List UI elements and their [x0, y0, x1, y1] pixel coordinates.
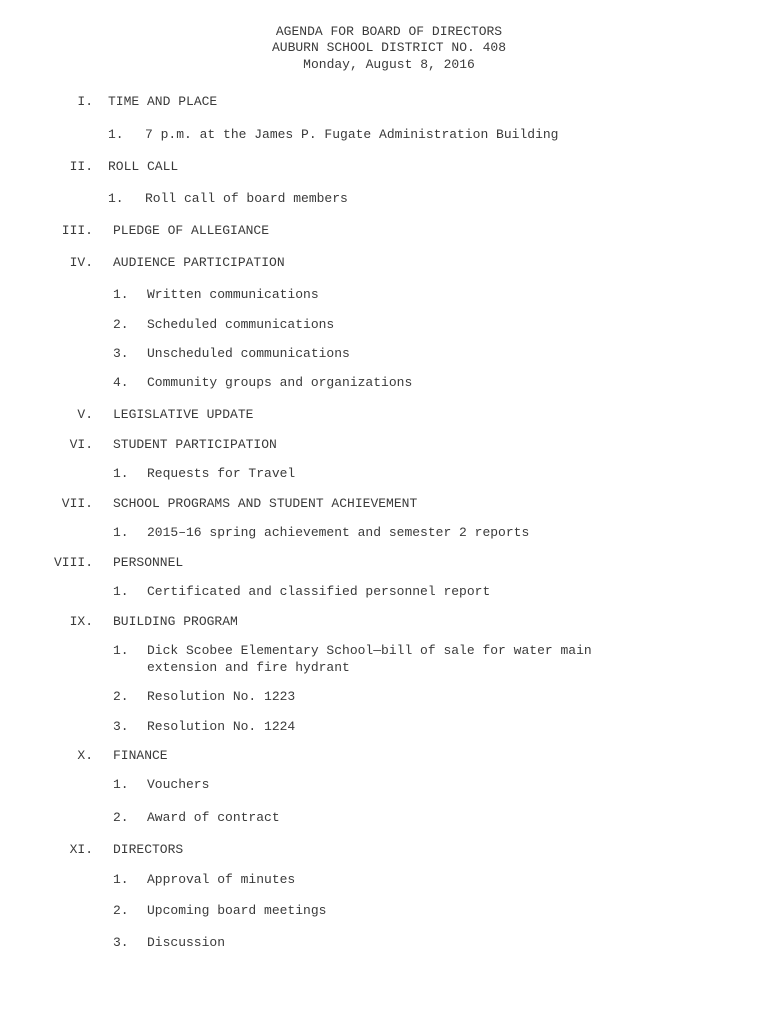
item-number: 2.: [113, 810, 129, 825]
section-number: III.: [61, 223, 93, 238]
item-text: Dick Scobee Elementary School—bill of sale for water main: [147, 643, 592, 658]
section-title: AUDIENCE PARTICIPATION: [113, 255, 285, 270]
item-number: 3.: [113, 935, 129, 950]
item-text: Resolution No. 1224: [147, 719, 296, 734]
section-number: VIII.: [53, 555, 93, 570]
section-number: V.: [77, 407, 93, 422]
agenda-title: AGENDA FOR BOARD OF DIRECTORS: [275, 24, 503, 39]
section-title: STUDENT PARTICIPATION: [113, 437, 277, 452]
item-number: 2.: [113, 689, 129, 704]
district-name: AUBURN SCHOOL DISTRICT NO. 408: [271, 40, 507, 55]
item-number: 1.: [113, 584, 129, 599]
meeting-date: Monday, August 8, 2016: [303, 57, 475, 72]
section-number: IX.: [69, 614, 93, 629]
item-text: Requests for Travel: [147, 466, 296, 481]
section-number: VII.: [61, 496, 93, 511]
section-title: PLEDGE OF ALLEGIANCE: [113, 223, 270, 238]
section-title: FINANCE: [113, 748, 168, 763]
item-text: Vouchers: [147, 777, 210, 792]
item-text: Roll call of board members: [145, 191, 348, 206]
item-number: 2.: [113, 317, 129, 332]
item-text: Community groups and organizations: [147, 375, 413, 390]
item-number: 4.: [113, 375, 129, 390]
item-number: 1.: [113, 777, 129, 792]
item-number: 1.: [113, 287, 129, 302]
item-text: Unscheduled communications: [147, 346, 350, 361]
item-number: 1.: [113, 525, 129, 540]
item-text: 7 p.m. at the James P. Fugate Administration Building: [145, 127, 559, 142]
item-number: 1.: [113, 872, 129, 887]
item-number: 1.: [113, 466, 129, 481]
item-text: Upcoming board meetings: [147, 903, 327, 918]
item-text: Award of contract: [147, 810, 280, 825]
item-number: 1.: [113, 643, 129, 658]
item-text: Resolution No. 1223: [147, 689, 296, 704]
section-number: VI.: [69, 437, 93, 452]
section-number: XI.: [69, 842, 93, 857]
item-number: 1.: [108, 191, 124, 206]
section-title: DIRECTORS: [113, 842, 184, 857]
item-text: Certificated and classified personnel report: [147, 584, 491, 599]
section-number: II.: [69, 159, 93, 174]
section-title: SCHOOL PROGRAMS AND STUDENT ACHIEVEMENT: [113, 496, 418, 511]
item-number: 3.: [113, 719, 129, 734]
section-title: TIME AND PLACE: [108, 94, 218, 109]
section-number: X.: [77, 748, 93, 763]
section-number: I.: [77, 94, 93, 109]
section-title: ROLL CALL: [108, 159, 179, 174]
item-text: 2015–16 spring achievement and semester 2 reports: [147, 525, 530, 540]
item-text-continued: extension and fire hydrant: [147, 660, 350, 675]
section-title: LEGISLATIVE UPDATE: [113, 407, 254, 422]
section-title: PERSONNEL: [113, 555, 184, 570]
item-text: Scheduled communications: [147, 317, 335, 332]
item-number: 3.: [113, 346, 129, 361]
item-text: Written communications: [147, 287, 319, 302]
section-number: IV.: [69, 255, 93, 270]
item-number: 1.: [108, 127, 124, 142]
item-text: Approval of minutes: [147, 872, 296, 887]
item-text: Discussion: [147, 935, 226, 950]
section-title: BUILDING PROGRAM: [113, 614, 238, 629]
item-number: 2.: [113, 903, 129, 918]
